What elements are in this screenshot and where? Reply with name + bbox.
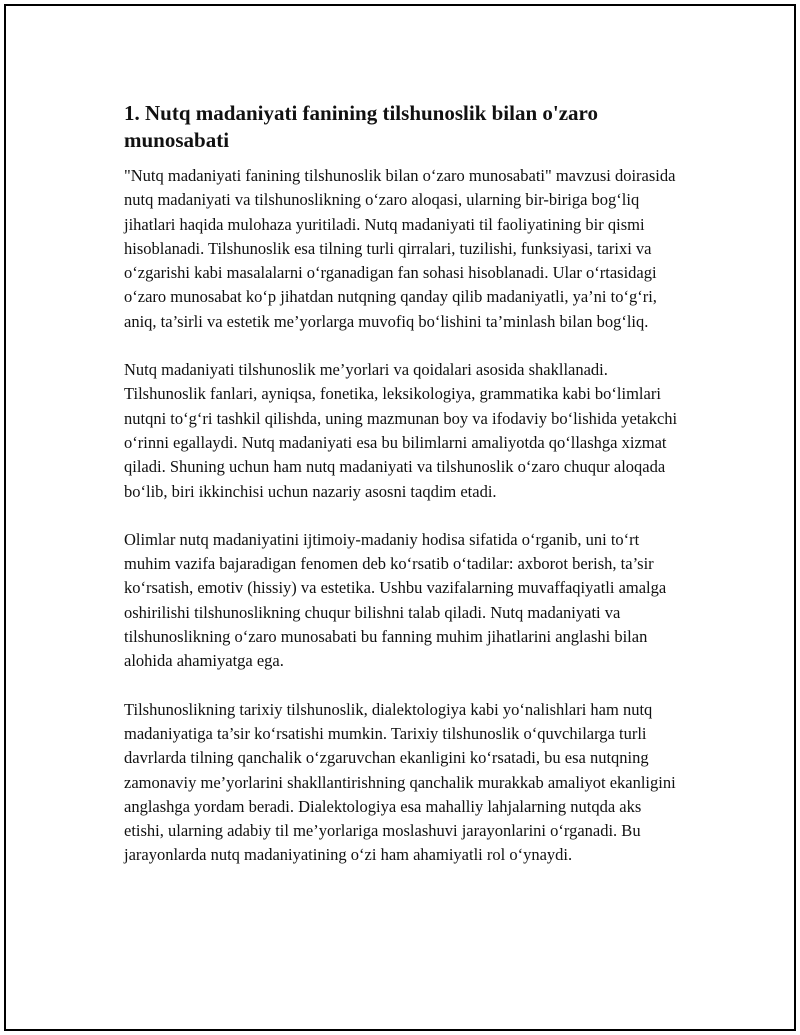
paragraph-4: Tilshunoslikning tarixiy tilshunoslik, dialektologiya kabi yo‘nalishlari ham nutq madaniyatiga ta’sir ko‘rsatishi mumkin. Tarixiy tilshunoslik o‘quvchilarga turli davrlarda tilning qanchalik o‘zgaruvchan ekanligini ko‘rsatadi, bu esa nutqning zamonaviy me’yorlarini shakllantirishning qanchalik murakkab amaliyot ekanligini anglashga yordam beradi. Dialektologiya esa mahalliy lahjalarning nutqda aks etishi, ularning adabiy til me’yorlariga moslashuvi jarayonlarini o‘rganadi. Bu jarayonlarda nutq madaniyatining o‘zi ham ahamiyatli rol o‘ynaydi. <box>124 699 676 865</box>
document-body <box>124 100 684 892</box>
paragraph-2: Nutq madaniyati tilshunoslik me’yorlari va qoidalari asosida shakllanadi. Tilshunoslik fanlari, ayniqsa, fonetika, leksikologiya, grammatika kabi bo‘limlari nutqni to‘g‘ri tashkil qilishda, uning mazmunan boy va ifodaviy bo‘lishida yetakchi o‘rinni egallaydi. Nutq madaniyati esa bu bilimlarni amaliyotda qo‘llashga xizmat qiladi. Shuning uchun ham nutq madaniyati va tilshunoslik o‘zaro chuqur aloqada bo‘lib, biri ikkinchisi uchun nazariy asosni taqdim etadi. <box>124 360 678 501</box>
page-frame <box>4 4 796 1031</box>
paragraph-1: "Nutq madaniyati fanining tilshunoslik bilan o‘zaro munosabati" mavzusi doirasida nutq madaniyati va tilshunoslikning o‘zaro aloqasi, ularning bir-biriga bog‘liq jihatlari haqida mulohaza yuritiladi. Nutq madaniyati til faoliyatining bir qismi hisoblanadi. Tilshunoslik esa tilning turli qirralari, tuzilishi, funksiyasi, tarixi va o‘zgarishi kabi masalalarni o‘rganadigan fan sohasi hisoblanadi. Ular o‘rtasidagi o‘zaro munosabat ko‘p jihatdan nutqning qanday qilib madaniyatli, ya’ni to‘g‘ri, aniq, ta’sirli va estetik me’yorlarga muvofiq bo‘lishini ta’minlash bilan bog‘liq. <box>124 166 676 331</box>
paragraph-3: Olimlar nutq madaniyatini ijtimoiy-madaniy hodisa sifatida o‘rganib, uni to‘rt muhim vazifa bajaradigan fenomen deb ko‘rsatib o‘tadilar: axborot berish, ta’sir ko‘rsatish, emotiv (hissiy) va estetika. Ushbu vazifalarning muvaffaqiyatli amalga oshirilishi tilshunoslikning chuqur bilishni talab qiladi. Nutq madaniyati va tilshunoslikning o‘zaro munosabati bu fanning muhim jihatlarini anglashi bilan alohida ahamiyatga ega. <box>124 529 667 671</box>
section-heading: 1. Nutq madaniyati fanining tilshunoslik bilan o'zaro munosabati <box>124 101 598 152</box>
